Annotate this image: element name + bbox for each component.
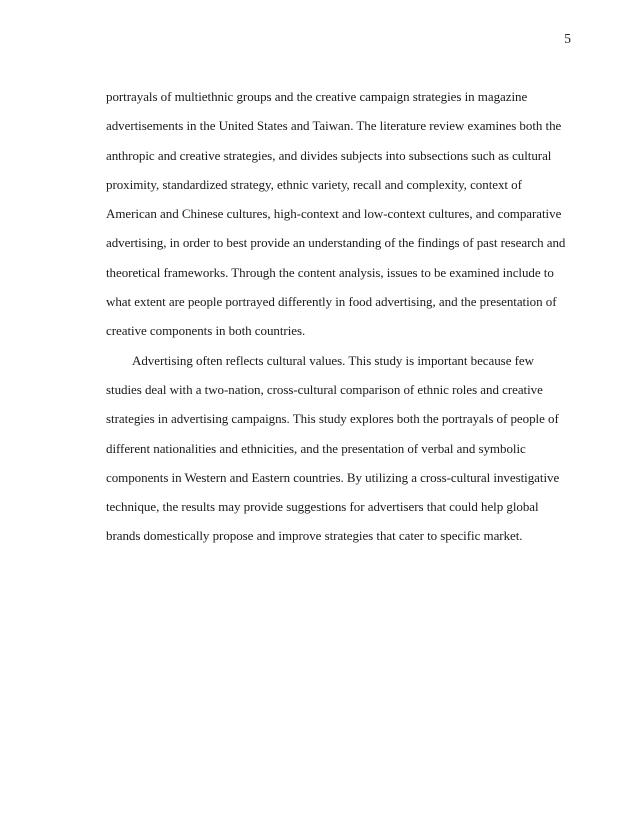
text-line: advertising, in order to best provide an understanding of the findings of past research and [106,235,566,251]
paragraph-1 [106,82,566,346]
text-line: different nationalities and ethnicities, and the presentation of verbal and symbolic [106,440,526,456]
body-text [106,82,566,551]
text-line: proximity, standardized strategy, ethnic variety, recall and complexity, context of [106,176,522,192]
text-line: theoretical frameworks. Through the content analysis, issues to be examined include to [106,264,554,280]
page-number: 5 [564,31,571,46]
text-line: components in Western and Eastern countries. By utilizing a cross-cultural investigative [106,469,560,485]
text-line: creative components in both countries. [106,323,306,339]
text-line: Advertising often reflects cultural values. This study is important because few [132,352,534,368]
text-line: portrayals of multiethnic groups and the creative campaign strategies in magazine [106,89,528,104]
text-line: advertisements in the United States and Taiwan. The literature review examines both the [106,118,562,134]
text-line: what extent are people portrayed differently in food advertising, and the presentation of [106,294,557,310]
text-line: strategies in advertising campaigns. This study explores both the portrayals of people of [106,411,559,427]
text-line: technique, the results may provide suggestions for advertisers that could help global [106,499,539,515]
paragraph-2 [106,346,560,551]
text-line: studies deal with a two-nation, cross-cultural comparison of ethnic roles and creative [106,381,543,397]
text-line: anthropic and creative strategies, and divides subjects into subsections such as cultural [106,147,552,163]
text-line: American and Chinese cultures, high-context and low-context cultures, and comparative [106,206,562,222]
text-line: brands domestically propose and improve strategies that cater to specific market. [106,528,523,544]
